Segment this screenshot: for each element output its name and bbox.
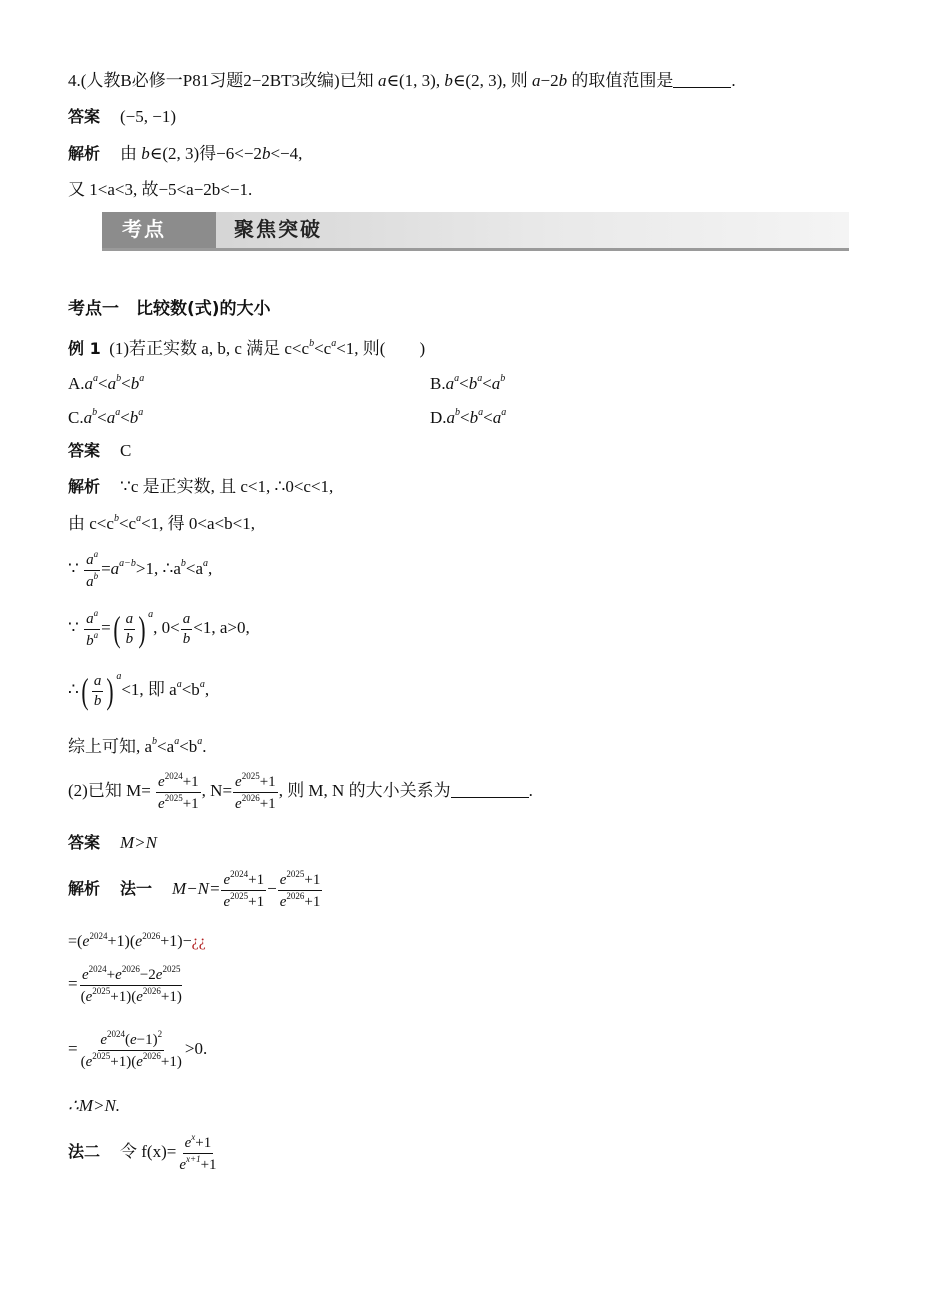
derivation-line-3: = $\frac{e^{2024}(e-1)^2}{(e^{2025}+1)(e^{2026}+1)}$ >0.: [68, 1029, 208, 1070]
problem4-analysis: 解析 由 b∈(2, 3)得−6<−2b<−4,: [68, 144, 303, 163]
example1-analysis: 解析 ∵c 是正实数, 且 c<1, ∴0<c<1,: [68, 477, 334, 496]
part2-stem: (2)已知 M= $\frac{e^{2024}+1}{e^{2025}+1}$ , N= $\frac{e^{2025}+1}{e^{2026}+1}$ , 则 M, N 的大小关系为 .: [68, 771, 533, 812]
problem4-answer: 答案 (−5, −1): [68, 107, 177, 126]
section-banner: [102, 212, 849, 252]
example1-answer: 答案 C: [68, 441, 132, 460]
option-d: $D.a^b<b^a<a^a$: [430, 407, 507, 427]
banner-title: 聚焦突破: [234, 217, 322, 241]
problem4-analysis-2: 又 1<a<3, 故−5<a−2b<−1.: [68, 180, 253, 199]
analysis-line-5: ∴ ( $\frac{a}{b}$ ) $^a$<1, 即 $a^a<b^a$,: [68, 671, 210, 712]
method2: 法二 令 f(x)= $\frac{e^x+1}{e^{x+1}+1}$: [68, 1132, 217, 1173]
analysis-line-4: ∵ $\frac{a^a}{b^a}$ = ( $\frac{a}{b}$ ) $^a$, 0< $\frac{a}{b}$ <1, a>0,: [68, 608, 250, 649]
conclusion: ∴M>N.: [68, 1096, 121, 1115]
derivation-line-2: = $\frac{e^{2024}+e^{2026}-2e^{2025}}{(e^{2025}+1)(e^{2026}+1)}$: [68, 964, 182, 1005]
analysis-line-6: 综上可知, $a^b<a^a<b^a$.: [68, 736, 207, 756]
option-a: $A.a^a<a^b<b^a$: [68, 373, 145, 393]
problem4-stem: 4.(人教B必修一P81习题2−2BT3改编)已知 a∈(1, 3), b∈(2, 3), 则 a−2b 的取值范围是 .: [68, 71, 736, 90]
answer-blank: [673, 73, 731, 88]
section-title: 考点一 比较数(式)的大小: [68, 299, 271, 319]
part2-analysis: 解析 法一 M−N= $\frac{e^{2024}+1}{e^{2025}+1}$ − $\frac{e^{2025}+1}{e^{2026}+1}$: [68, 869, 321, 910]
example1-stem: 例 1 (1)若正实数 a, b, c 满足 $c<c^b<c^a<1$, 则( ): [68, 338, 426, 358]
banner-tag: 考点: [122, 217, 166, 241]
answer-blank-2: [451, 783, 529, 798]
option-c: $C.a^b<a^a<b^a$: [68, 407, 144, 427]
part2-answer: 答案 M>N: [68, 833, 157, 852]
derivation-line-1: $=(e^{2024}+1)(e^{2026}+1)-¿¿$: [68, 931, 206, 950]
analysis-line-2: 由 $c<c^b<c^a<1$, 得 0<a<b<1,: [68, 513, 255, 533]
option-b: $B.a^a<b^a<a^b$: [430, 373, 506, 393]
analysis-line-3: ∵ $\frac{a^a}{a^b}$ $=a^{a-b}>1$, $\therefore a^b<a^a$,: [68, 549, 213, 590]
